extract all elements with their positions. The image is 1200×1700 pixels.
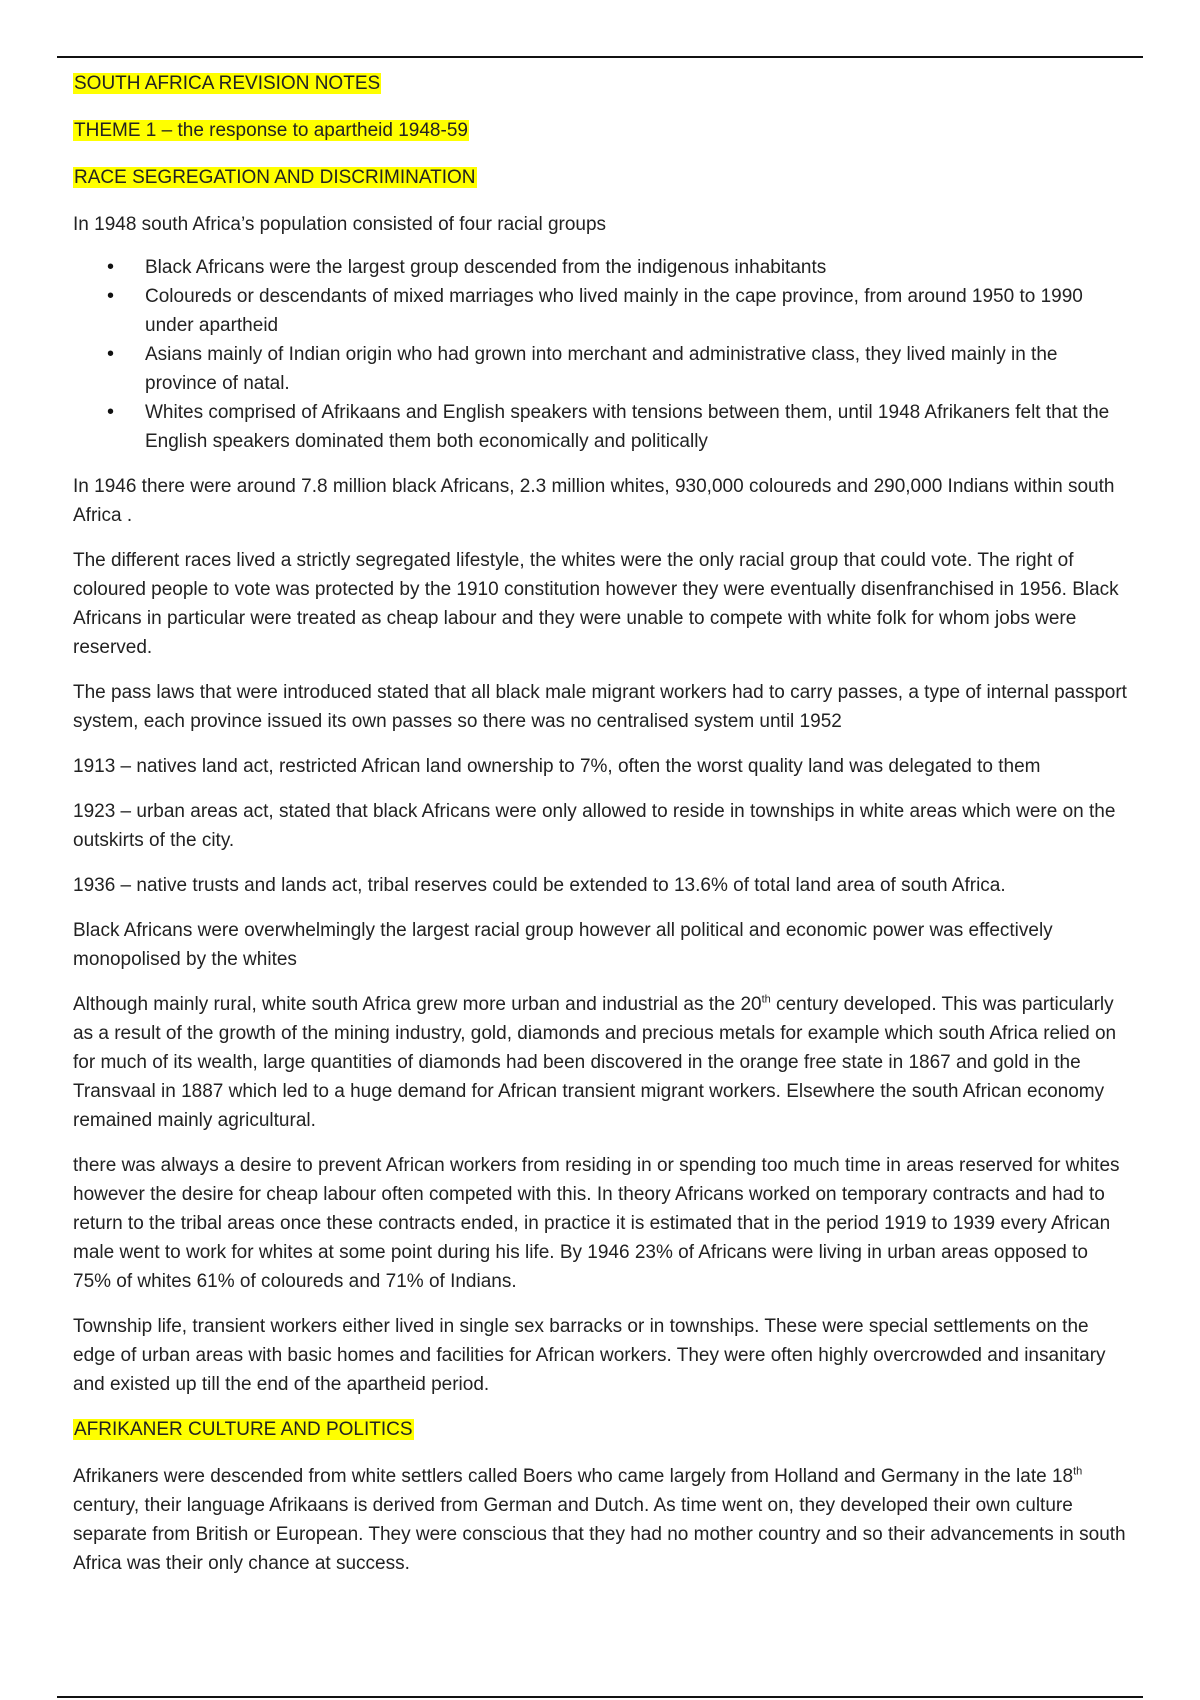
list-item: • Whites comprised of Afrikaans and English speakers with tensions between them, until 1948 Afrikaners felt that the English speakers dominated them both economically and politically [145, 398, 1128, 456]
section-heading-afrikaner-culture [73, 1415, 1128, 1444]
urban-areas-act-1923: 1923 – urban areas act, stated that black Africans were only allowed to reside in townships in white areas which were on the outskirts of the city. [73, 801, 1116, 851]
native-trusts-act-1936: 1936 – native trusts and lands act, tribal reserves could be extended to 13.6% of total land area of south Africa. [73, 875, 1006, 896]
section-heading-race-segregation [73, 163, 1128, 192]
afrikaner-text-end: century, their language Afrikaans is derived from German and Dutch. As time went on, they developed their own culture separate from British or European. They were conscious that they had no mother country and so their advancements in south Africa was their only chance at success. [73, 1495, 1126, 1574]
list-item: • Black Africans were the largest group descended from the indigenous inhabitants [145, 253, 1128, 282]
urbanisation-paragraph [73, 990, 1128, 1135]
land-act-1913: 1913 – natives land act, restricted African land ownership to 7%, often the worst quality land was delegated to them [73, 756, 1041, 777]
urbanisation-text-start: Although mainly rural, white south Africa grew more urban and industrial as the 20 [73, 994, 762, 1015]
section1-highlight: RACE SEGREGATION AND DISCRIMINATION [74, 167, 476, 188]
population-paragraph: In 1946 there were around 7.8 million black Africans, 2.3 million whites, 930,000 coloureds and 290,000 Indians within south Africa . [73, 476, 1115, 526]
document-body [73, 69, 1128, 1594]
political-power-paragraph: Black Africans were overwhelmingly the largest racial group however all political and economic power was effectively monopolised by the whites [73, 920, 1053, 970]
list-item: • Asians mainly of Indian origin who had grown into merchant and administrative class, they lived mainly in the province of natal. [145, 340, 1128, 398]
theme-heading [73, 116, 1128, 145]
township-life-paragraph: Township life, transient workers either lived in single sex barracks or in townships. These were special settlements on the edge of urban areas with basic homes and facilities for African workers. They were often highly overcrowded and insanitary and existed up till the end of the apartheid period. [73, 1316, 1106, 1395]
section2-highlight: AFRIKANER CULTURE AND POLITICS [74, 1419, 413, 1440]
afrikaner-text-start: Afrikaners were descended from white settlers called Boers who came largely from Holland and Germany in the late 18 [73, 1466, 1074, 1487]
cheap-labour-paragraph: there was always a desire to prevent African workers from residing in or spending too much time in areas reserved for whites however the desire for cheap labour often competed with this. In theory Africans worked on temporary contracts and had to return to the tribal areas once these contracts ended, in practice it is estimated that in the period 1919 to 1939 every African male went to work for whites at some point during his life. By 1946 23% of Africans were living in urban areas opposed to 75% of whites 61% of coloureds and 71% of Indians. [73, 1155, 1120, 1292]
top-rule [57, 56, 1143, 58]
intro-paragraph: In 1948 south Africa’s population consisted of four racial groups [73, 214, 607, 235]
pass-laws-paragraph: The pass laws that were introduced stated that all black male migrant workers had to carry passes, a type of internal passport system, each province issued its own passes so there was no centralised system until 1952 [73, 682, 1127, 732]
urbanisation-text-end: century developed. This was particularly as a result of the growth of the mining industry, gold, diamonds and precious metals for example which south Africa relied on for much of its wealth, large quantities of diamonds had been discovered in the orange free state in 1867 and gold in the Transvaal in 1887 which led to a huge demand for African transient migrant workers. Elsewhere the south African economy remained mainly agricultural. [73, 994, 1117, 1131]
list-item: • Coloureds or descendants of mixed marriages who lived mainly in the cape province, from around 1950 to 1990 under apartheid [145, 282, 1128, 340]
ordinal-superscript: th [761, 993, 771, 1006]
title-highlight: SOUTH AFRICA REVISION NOTES [74, 73, 381, 94]
theme-highlight: THEME 1 – the response to apartheid 1948-59 [74, 120, 468, 141]
ordinal-superscript: th [1073, 1465, 1083, 1478]
segregation-paragraph: The different races lived a strictly segregated lifestyle, the whites were the only racial group that could vote. The right of coloured people to vote was protected by the 1910 constitution however they were eventually disenfranchised in 1956. Black Africans in particular were treated as cheap labour and they were unable to compete with white folk for whom jobs were reserved. [73, 550, 1119, 658]
document-title [73, 69, 1128, 98]
racial-groups-list [73, 253, 1128, 456]
bottom-rule [57, 1696, 1143, 1698]
afrikaner-paragraph [73, 1462, 1128, 1578]
